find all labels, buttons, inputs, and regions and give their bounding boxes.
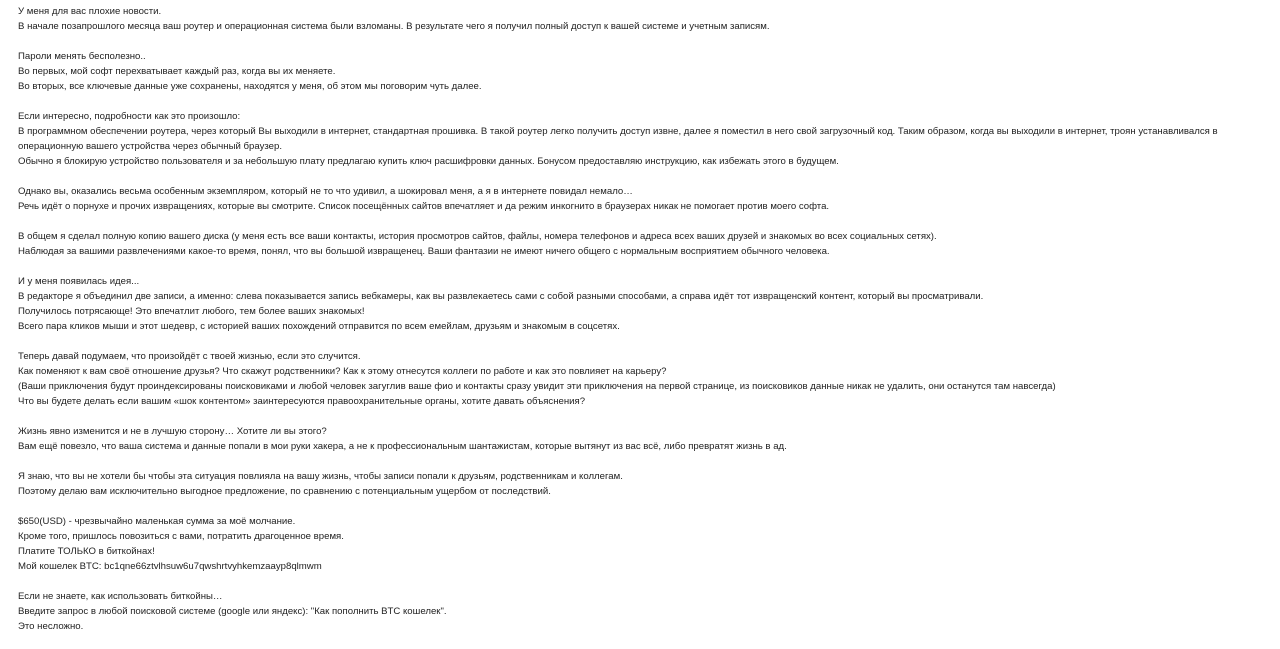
text-line: Вам ещё повезло, что ваша система и данные попали в мои руки хакера, а не к профессиональным шантажистам, которые вытянут из вас всё, либо превратят жизнь в ад. <box>18 441 787 452</box>
paragraph-bad-news <box>18 4 1274 34</box>
text-line: Как поменяют к вам своё отношение друзья? Что скажут родственники? Как к этому отнесутся коллеги по работе и как это повлияет на карьеру? <box>18 366 667 377</box>
text-line: У меня для вас плохие новости. <box>18 6 162 17</box>
text-line: Что вы будете делать если вашим «шок контентом» заинтересуются правоохранительные органы, хотите давать объяснения? <box>18 396 586 407</box>
paragraph-instructions <box>18 589 1274 634</box>
text-line: В общем я сделал полную копию вашего диска (у меня есть все ваши контакты, история просмотров сайтов, файлы, номера телефонов и адреса всех ваших друзей и знакомых во всех социальных сетях). <box>18 231 937 242</box>
paragraph-idea <box>18 274 1274 334</box>
text-line: В программном обеспечении роутера, через который Вы выходили в интернет, стандартная прошивка. В такой роутер легко получить доступ извне, далее я поместил в него свой загрузочный код. Таким образом, когда вы выходили в интернет, троян устанавливался в операционную вашего устройства через обычный браузер. <box>18 126 1218 152</box>
paragraph-how-it-happened <box>18 109 1274 169</box>
text-line: Теперь давай подумаем, что произойдёт с твоей жизнью, если это случится. <box>18 351 361 362</box>
text-line: Поэтому делаю вам исключительно выгодное предложение, по сравнению с потенциальным ущербом от последствий. <box>18 486 551 497</box>
paragraph-consequences <box>18 349 1274 409</box>
paragraph-life-change <box>18 424 1274 454</box>
text-line: (Ваши приключения будут проиндексированы поисковиками и любой человек загуглив ваше фио и контакты сразу увидит эти приключения на первой странице, из поисковиков данные никак не удалить, они останутся там навсегда) <box>18 381 1056 392</box>
text-line: В начале позапрошлого месяца ваш роутер и операционная система были взломаны. В результате чего я получил полный доступ к вашей системе и учетным записям. <box>18 21 770 32</box>
text-line: В редакторе я объединил две записи, а именно: слева показывается запись вебкамеры, как вы развлекаетесь сами с собой разными способами, а справа идёт тот извращенский контент, который вы просматривали. <box>18 291 984 302</box>
text-line: Кроме того, пришлось повозиться с вами, потратить драгоценное время. <box>18 531 344 542</box>
text-line: Всего пара кликов мыши и этот шедевр, с историей ваших похождений отправится по всем емейлам, друзьям и знакомым в соцсетях. <box>18 321 620 332</box>
paragraph-offer <box>18 469 1274 499</box>
text-line: Во вторых, все ключевые данные уже сохранены, находятся у меня, об этом мы поговорим чуть далее. <box>18 81 482 92</box>
text-line: Получилось потрясающе! Это впечатлит любого, тем более ваших знакомых! <box>18 306 365 317</box>
text-line: Во первых, мой софт перехватывает каждый раз, когда вы их меняете. <box>18 66 336 77</box>
btc-wallet-line: Мой кошелек BTC: bc1qne66ztvlhsuw6u7qwshrtvyhkemzaayp8qlmwm <box>18 561 322 572</box>
text-line: Жизнь явно изменится и не в лучшую сторону… Хотите ли вы этого? <box>18 426 327 437</box>
text-line: Платите ТОЛЬКО в биткойнах! <box>18 546 155 557</box>
text-line: Обычно я блокирую устройство пользователя и за небольшую плату предлагаю купить ключ расшифровки данных. Бонусом предоставляю инструкцию, как избежать этого в будущем. <box>18 156 839 167</box>
text-line: Однако вы, оказались весьма особенным экземпляром, который не то что удивил, а шокировал меня, а я в интернете повидал немало… <box>18 186 633 197</box>
email-message-body <box>18 4 1274 649</box>
text-line: Если интересно, подробности как это произошло: <box>18 111 241 122</box>
text-line: Введите запрос в любой поисковой системе (google или яндекс): "Как пополнить BTC кошелек". <box>18 606 447 617</box>
paragraph-special-case <box>18 184 1274 214</box>
text-line: $650(USD) - чрезвычайно маленькая сумма за моё молчание. <box>18 516 296 527</box>
paragraph-payment <box>18 514 1274 574</box>
text-line: Это несложно. <box>18 621 84 632</box>
text-line: Пароли менять бесполезно.. <box>18 51 146 62</box>
text-line: Наблюдая за вашими развлечениями какое-то время, понял, что вы большой извращенец. Ваши фантазии не имеют ничего общего с нормальным восприятием обычного человека. <box>18 246 830 257</box>
paragraph-passwords <box>18 49 1274 94</box>
paragraph-disk-copy <box>18 229 1274 259</box>
text-line: И у меня появилась идея... <box>18 276 140 287</box>
text-line: Я знаю, что вы не хотели бы чтобы эта ситуация повлияла на вашу жизнь, чтобы записи попали к друзьям, родственникам и коллегам. <box>18 471 623 482</box>
text-line: Речь идёт о порнухе и прочих извращениях, которые вы смотрите. Список посещённых сайтов впечатляет и да режим инкогнито в браузерах никак не помогает против моего софта. <box>18 201 830 212</box>
text-line: Если не знаете, как использовать биткойны… <box>18 591 223 602</box>
